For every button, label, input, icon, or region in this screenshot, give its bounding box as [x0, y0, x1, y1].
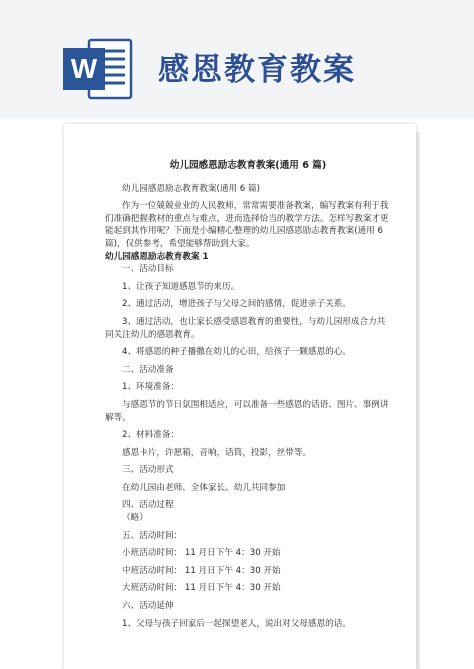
banner [0, 0, 474, 118]
line-extension-1: 1、父母与孩子回家后一起探望老人，说出对父母感恩的话。 [122, 618, 351, 629]
line-env-desc: 与感恩节的节日氛围相适应，可以准备一些感恩的话语、图片、事例讲解等。 [105, 399, 389, 423]
line-env-prep: 1、环境准备： [122, 382, 180, 393]
banner-title: 感恩教育教案 [158, 52, 356, 88]
line-process: 四、活动过程 [122, 500, 174, 511]
line-process-omitted: （略） [122, 513, 148, 524]
line-extension: 六、活动延伸 [122, 601, 174, 612]
line-time-large: 大班活动时间： 11 月日下午 4：30 开始 [122, 583, 281, 594]
line-objective-2: 2、通过活动，增进孩子与父母之间的感情，促进亲子关系。 [122, 299, 351, 310]
logo-letter: W [70, 53, 98, 84]
line-objective-1: 1、让孩子知道感恩节的来历。 [122, 281, 240, 292]
line-material-prep: 2、材料准备： [122, 430, 180, 441]
line-form-desc: 在幼儿园由老师、全体家长、幼儿共同参加 [122, 482, 286, 493]
line-material-list: 感恩卡片，许愿箱，音响，话筒，投影，丝带等。 [122, 447, 312, 458]
intro-paragraph: 作为一位兢兢业业的人民教师，常常需要准备教案，编写教案有利于我们准确把握教材的重点与难点，进而选择恰当的教学方法。怎样写教案才更能起到其作用呢？下面是小编精心整理的幼儿园感恩励志教育教案(通用 6 篇)，仅供参考，希望能够帮助到大家。 [105, 201, 389, 249]
section-heading: 幼儿园感恩励志教育教案 1 [105, 251, 209, 262]
line-objectives: 一、活动目标 [122, 264, 174, 275]
line-objective-4: 4、将感恩的种子播撒在幼儿的心田，给孩子一颗感恩的心。 [122, 347, 351, 358]
line-form: 三、活动形式 [122, 465, 174, 476]
document-content [105, 160, 391, 630]
line-time: 五、活动时间： [122, 530, 183, 541]
word-document-icon [63, 38, 133, 100]
line-objective-3: 3、通过活动，也让家长感受感恩教育的重要性，与幼儿园形成合力共同关注幼儿的感恩教育。 [105, 316, 386, 340]
line-time-small: 小班活动时间： 11 月日下午 4：30 开始 [122, 548, 281, 559]
line-time-middle: 中班活动时间： 11 月日下午 4：30 开始 [122, 565, 281, 576]
line-preparation: 二、活动准备 [122, 364, 174, 375]
document-title: 幼儿园感恩励志教育教案(通用 6 篇) [169, 160, 327, 171]
intro-label: 幼儿园感恩励志教育教案(通用 6 篇) [122, 183, 260, 194]
